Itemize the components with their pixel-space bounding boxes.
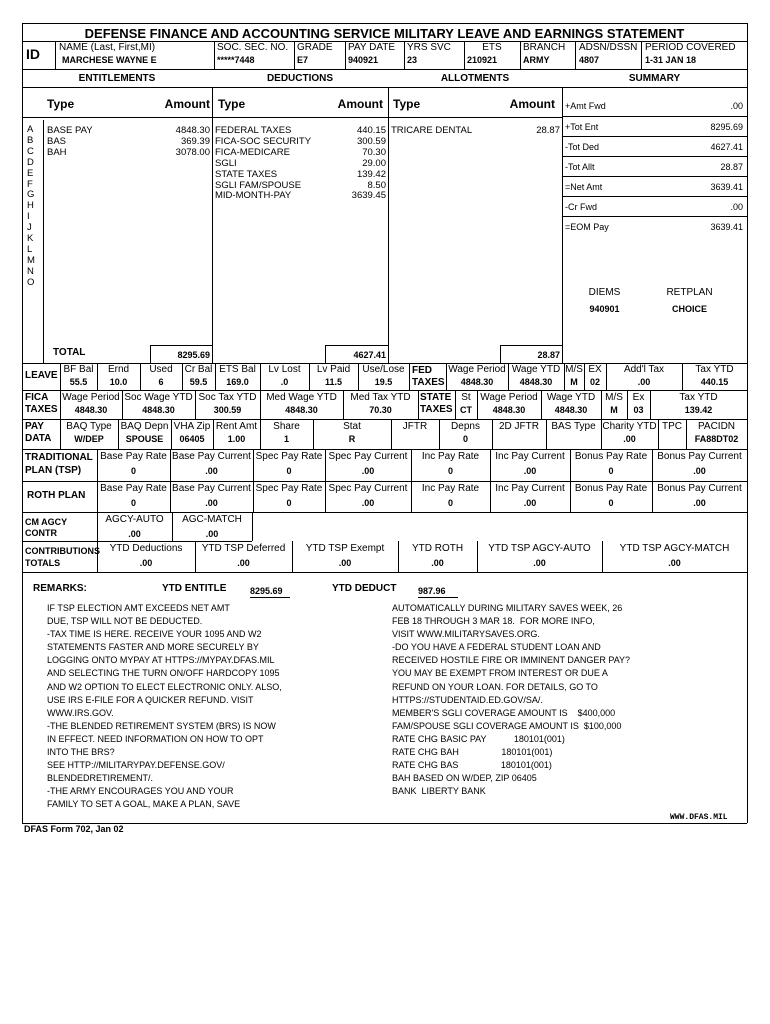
- fica-label-2: TAXES: [25, 404, 58, 415]
- ets-header: ETS: [482, 42, 502, 53]
- summary-label: +Tot Ent: [565, 122, 599, 132]
- summary-row: [562, 87, 747, 117]
- name-header: NAME (Last, First,MI): [59, 42, 156, 53]
- state-header-4: Ex: [632, 392, 645, 403]
- fica-header-3: Med Wage YTD: [266, 392, 337, 403]
- tsp-value-4: 0: [447, 466, 453, 476]
- roth-value-1: .00: [205, 498, 218, 508]
- summary-row: [562, 217, 747, 237]
- id-label: ID: [26, 46, 40, 62]
- roth-value-3: .00: [361, 498, 375, 508]
- total-label: TOTAL: [53, 347, 86, 358]
- summary-value: 3639.41: [710, 182, 743, 192]
- state-header-5: Tax YTD: [679, 392, 718, 403]
- paydata-header-7: Depns: [451, 421, 480, 432]
- deduction-amounts: 440.15 300.59 70.30 29.00 139.42 8.50 3639.45: [351, 125, 386, 202]
- period-header: PERIOD COVERED: [645, 42, 736, 53]
- contrib-value-2: .00: [338, 558, 352, 568]
- fed-value-2: M: [570, 377, 578, 387]
- entitlement-types: BASE PAY BAS BAH: [47, 125, 93, 158]
- grade-header: GRADE: [297, 42, 333, 53]
- remarks-left-text: IF TSP ELECTION AMT EXCEEDS NET AMT DUE, TSP WILL NOT BE DEDUCTED. -TAX TIME IS HERE. RECEIVE YOUR 1095 AND W2 STATEMENTS FASTER AND MORE SECURELY BY LOGGING ONTO MYPAY AT HTTPS://MYPAY.DFAS.MIL AND SELECTING THE TURN ON/OFF HARDCOPY 1095 AND W2 OPTION TO ELECT ELECTRONIC ONLY. ALSO, USE IRS E-FILE FOR A QUICKER REFUND. VISIT WWW.IRS.GOV. -THE BLENDED RETIREMENT SYSTEM (BRS) IS NOW IN EFFECT. NEED INFORMATION ON HOW TO OPT INTO THE BRS? SEE HTTP://MILITARYPAY.DEFENSE.GOV/ BLENDEDRETIREMENT/. -THE ARMY ENCOURAGES YOU AND YOUR FAMILY TO SET A GOAL, MAKE A PLAN, SAVE: [47, 603, 282, 810]
- roth-header-1: Base Pay Current: [172, 483, 251, 494]
- roth-header-2: Spec Pay Rate: [255, 483, 323, 494]
- contrib-header-1: YTD TSP Deferred: [201, 543, 286, 554]
- fed-value-4: .00: [637, 377, 651, 387]
- fica-header-2: Soc Tax YTD: [198, 392, 257, 403]
- state-value-5: 139.42: [684, 405, 713, 415]
- contrib-label-2: TOTALS: [25, 558, 61, 568]
- ssn-header: SOC. SEC. NO.: [217, 42, 289, 53]
- state-header-3: M/S: [605, 392, 623, 403]
- paydata-header-4: Share: [273, 421, 300, 432]
- paydata-header-1: BAQ Depn: [120, 421, 169, 432]
- fed-header-4: Add'l Tax: [623, 364, 665, 375]
- paydata-label-2: DATA: [25, 433, 52, 444]
- allt-type-header: Type: [393, 97, 421, 111]
- tsp-label-1: TRADITIONAL: [25, 452, 93, 463]
- row-letters: A B C D E F G H I J K L M N O: [27, 124, 35, 288]
- contrib-header-3: YTD ROTH: [411, 543, 464, 554]
- leave-header-1: Ernd: [107, 364, 130, 375]
- agcy-auto-value: .00: [128, 529, 141, 539]
- state-label-2: TAXES: [420, 404, 453, 415]
- fica-value-1: 4848.30: [142, 405, 175, 415]
- roth-value-2: 0: [286, 498, 292, 508]
- state-header-2: Wage YTD: [546, 392, 596, 403]
- roth-value-5: .00: [523, 498, 537, 508]
- ytd-entitle-label: YTD ENTITLE: [162, 583, 227, 594]
- ets-value: 210921: [467, 55, 498, 65]
- retplan-value: CHOICE: [671, 304, 707, 314]
- tsp-header-4: Inc Pay Rate: [421, 451, 480, 462]
- allt-amount-header: Amount: [509, 97, 555, 111]
- summary-row: [562, 137, 747, 157]
- paydata-value-12: FA88DT02: [694, 434, 739, 444]
- leave-header-2: Used: [149, 364, 173, 375]
- paydata-header-6: JFTR: [402, 421, 428, 432]
- allotment-amounts: 28.87: [536, 125, 560, 136]
- branch-header: BRANCH: [523, 42, 566, 53]
- summary-value: 4627.41: [710, 142, 743, 152]
- state-value-0: CT: [460, 405, 472, 415]
- leave-label: LEAVE: [25, 370, 58, 381]
- paydata-header-8: 2D JFTR: [499, 421, 539, 432]
- paydata-value-0: W/DEP: [74, 434, 104, 444]
- paydata-header-0: BAQ Type: [66, 421, 112, 432]
- summary-label: -Cr Fwd: [565, 202, 597, 212]
- paydata-value-10: .00: [623, 434, 636, 444]
- contrib-value-0: .00: [139, 558, 153, 568]
- tsp-header-1: Base Pay Current: [172, 451, 251, 462]
- leave-header-0: BF Bal: [63, 364, 94, 375]
- leave-value-4: 169.0: [226, 377, 249, 387]
- tsp-value-5: .00: [523, 466, 537, 476]
- summary-label: =Net Amt: [565, 182, 603, 192]
- summary-value: 3639.41: [710, 222, 743, 232]
- paydata-value-4: 1: [283, 434, 289, 444]
- allotments-total: 28.87: [537, 350, 560, 360]
- fed-value-5: 440.15: [700, 377, 729, 387]
- state-value-1: 4848.30: [492, 405, 526, 415]
- contrib-header-2: YTD TSP Exempt: [305, 543, 385, 554]
- fed-value-0: 4848.30: [460, 377, 494, 387]
- entitlements-total: 8295.69: [177, 350, 210, 360]
- pay-date-value: 940921: [348, 55, 379, 65]
- paydata-header-2: VHA Zip: [173, 421, 211, 432]
- paydata-header-3: Rent Amt: [215, 421, 258, 432]
- tsp-header-3: Spec Pay Current: [328, 451, 408, 462]
- fed-label-1: FED: [412, 365, 432, 376]
- ded-amount-header: Amount: [337, 97, 383, 111]
- ytd-deduct-value: 987.96: [418, 587, 458, 598]
- allotments-header: ALLOTMENTS: [440, 73, 510, 84]
- state-header-0: St: [461, 392, 471, 403]
- leave-value-7: 19.5: [374, 377, 393, 387]
- summary-label: +Amt Fwd: [565, 101, 606, 111]
- statement-title: DEFENSE FINANCE AND ACCOUNTING SERVICE MILITARY LEAVE AND EARNINGS STATEMENT: [84, 26, 685, 41]
- tsp-header-2: Spec Pay Rate: [255, 451, 323, 462]
- website-text: WWW.DFAS.MIL: [670, 813, 728, 822]
- contrib-value-1: .00: [237, 558, 250, 568]
- allotment-types: TRICARE DENTAL: [391, 125, 473, 136]
- tsp-header-5: Inc Pay Current: [495, 451, 565, 462]
- roth-header-0: Base Pay Rate: [100, 483, 167, 494]
- paydata-header-9: BAS Type: [551, 421, 596, 432]
- state-value-3: M: [610, 405, 618, 415]
- fica-value-0: 4848.30: [74, 405, 108, 415]
- summary-row: [562, 117, 747, 137]
- entitlement-amounts: 4848.30 369.39 3078.00: [175, 125, 210, 158]
- summary-row: [562, 177, 747, 197]
- agc-match-header: AGC-MATCH: [182, 514, 242, 525]
- tsp-value-0: 0: [130, 466, 136, 476]
- grade-value: E7: [297, 55, 309, 65]
- name-value: MARCHESE WAYNE E: [62, 55, 157, 65]
- fica-value-2: 300.59: [213, 405, 242, 415]
- fed-header-1: Wage YTD: [511, 364, 561, 375]
- roth-header-6: Bonus Pay Rate: [574, 483, 648, 494]
- diems-label: DIEMS: [588, 287, 621, 298]
- leave-value-5: .0: [280, 377, 289, 387]
- contrib-label-1: CONTRIBUTIONS: [25, 546, 100, 556]
- tsp-header-7: Bonus Pay Current: [657, 451, 742, 462]
- ent-amount-header: Amount: [164, 97, 210, 111]
- agcy-auto-header: AGCY-AUTO: [105, 514, 164, 525]
- state-label-1: STATE: [420, 392, 452, 403]
- state-value-4: 03: [633, 405, 644, 415]
- cmagcy-label-1: CM AGCY: [25, 517, 68, 527]
- roth-header-3: Spec Pay Current: [328, 483, 408, 494]
- tsp-header-0: Base Pay Rate: [100, 451, 167, 462]
- remarks-label: REMARKS:: [33, 583, 87, 594]
- yrs-svc-value: 23: [407, 55, 418, 65]
- contrib-value-5: .00: [668, 558, 681, 568]
- summary-value: .00: [730, 101, 743, 111]
- contrib-header-0: YTD Deductions: [109, 543, 183, 554]
- fica-header-4: Med Tax YTD: [350, 392, 411, 403]
- leave-value-1: 10.0: [109, 377, 128, 387]
- adsn-header: ADSN/DSSN: [579, 42, 638, 53]
- contrib-value-3: .00: [431, 558, 444, 568]
- cmagcy-label-2: CONTR: [25, 528, 57, 538]
- tsp-value-3: .00: [361, 466, 375, 476]
- summary-value: 28.87: [720, 162, 743, 172]
- fica-header-1: Soc Wage YTD: [124, 392, 193, 403]
- agc-match-value: .00: [205, 529, 219, 539]
- deductions-header: DEDUCTIONS: [266, 73, 334, 84]
- roth-value-4: 0: [447, 498, 453, 508]
- state-value-2: 4848.30: [554, 405, 588, 415]
- period-value: 1-31 JAN 18: [645, 55, 697, 65]
- tsp-value-2: 0: [286, 466, 292, 476]
- roth-header-7: Bonus Pay Current: [657, 483, 742, 494]
- summary-label: -Tot Ded: [565, 142, 600, 152]
- summary-value: 8295.69: [710, 122, 743, 132]
- fed-value-1: 4848.30: [519, 377, 553, 387]
- paydata-value-2: 06405: [179, 434, 205, 444]
- paydata-header-10: Charity YTD: [602, 421, 657, 432]
- contrib-value-4: .00: [533, 558, 546, 568]
- fica-label-1: FICA: [25, 392, 49, 403]
- fed-value-3: 02: [589, 377, 600, 387]
- roth-label: ROTH PLAN: [27, 490, 86, 501]
- form-number: DFAS Form 702, Jan 02: [24, 824, 124, 834]
- fed-header-3: EX: [588, 364, 602, 375]
- fica-header-0: Wage Period: [62, 392, 120, 403]
- leave-header-5: Lv Lost: [268, 364, 301, 375]
- roth-header-4: Inc Pay Rate: [421, 483, 480, 494]
- tsp-value-7: .00: [693, 466, 706, 476]
- summary-value: .00: [730, 202, 743, 212]
- roth-value-0: 0: [130, 498, 136, 508]
- fica-value-4: 70.30: [369, 405, 392, 415]
- leave-header-3: Cr Bal: [184, 364, 213, 375]
- leave-value-3: 59.5: [189, 377, 208, 387]
- fed-header-0: Wage Period: [448, 364, 506, 375]
- paydata-header-11: TPC: [662, 421, 682, 432]
- deduction-types: FEDERAL TAXES FICA-SOC SECURITY FICA-MEDICARE SGLI STATE TAXES SGLI FAM/SPOUSE MID-MONTH-PAY: [215, 125, 312, 202]
- summary-row: [562, 157, 747, 177]
- paydata-value-5: R: [348, 434, 356, 444]
- paydata-header-12: PACIDN: [697, 421, 736, 432]
- roth-header-5: Inc Pay Current: [495, 483, 565, 494]
- leave-header-4: ETS Bal: [219, 364, 256, 375]
- contrib-header-4: YTD TSP AGCY-AUTO: [488, 543, 591, 554]
- summary-header: SUMMARY: [628, 73, 681, 84]
- fed-header-5: Tax YTD: [695, 364, 734, 375]
- branch-value: ARMY: [523, 55, 550, 65]
- leave-value-6: 11.5: [324, 377, 343, 387]
- leave-value-0: 55.5: [69, 377, 88, 387]
- ytd-deduct-label: YTD DEDUCT: [332, 583, 397, 594]
- pay-date-header: PAY DATE: [348, 42, 396, 53]
- fed-label-2: TAXES: [412, 377, 445, 388]
- remarks-right-text: AUTOMATICALLY DURING MILITARY SAVES WEEK, 26 FEB 18 THROUGH 3 MAR 18. FOR MORE INFO, VISIT WWW.MILITARYSAVES.ORG. -DO YOU HAVE A FEDERAL STUDENT LOAN AND RECEIVED HOSTILE FIRE OR IMMINENT DANGER PAY? YOU MAY BE EXEMPT FROM INTEREST OR DUE A REFUND ON YOUR LOAN. FOR DETAILS, GO TO HTTPS://STUDENTAID.ED.GOV/SA/. MEMBER'S SGLI COVERAGE AMOUNT IS $400,000 FAM/SPOUSE SGLI COVERAGE AMOUNT IS $100,000 RATE CHG BASIC PAY 180101(001) RATE CHG BAH 180101(001) RATE CHG BAS 180101(001) BAH BASED ON W/DEP, ZIP 06405 BANK LIBERTY BANK: [392, 603, 631, 797]
- summary-label: =EOM Pay: [565, 222, 609, 232]
- tsp-label-2: PLAN (TSP): [25, 465, 82, 476]
- leave-header-7: Use/Lose: [362, 364, 405, 375]
- contrib-header-5: YTD TSP AGCY-MATCH: [619, 543, 730, 554]
- paydata-header-5: Stat: [343, 421, 361, 432]
- leave-value-2: 6: [158, 377, 164, 387]
- deductions-total: 4627.41: [353, 350, 386, 360]
- adsn-value: 4807: [579, 55, 600, 65]
- tsp-value-1: .00: [205, 466, 218, 476]
- roth-value-7: .00: [693, 498, 706, 508]
- entitlements-header: ENTITLEMENTS: [78, 73, 156, 84]
- roth-value-6: 0: [608, 498, 614, 508]
- diems-value: 940901: [589, 304, 620, 314]
- paydata-value-3: 1.00: [227, 434, 246, 444]
- ded-type-header: Type: [218, 97, 246, 111]
- leave-header-6: Lv Paid: [316, 364, 351, 375]
- fed-header-2: M/S: [565, 364, 583, 375]
- summary-label: -Tot Allt: [565, 162, 595, 172]
- ent-type-header: Type: [47, 97, 75, 111]
- paydata-value-1: SPOUSE: [125, 434, 164, 444]
- tsp-value-6: 0: [608, 466, 614, 476]
- paydata-label-1: PAY: [25, 421, 44, 432]
- summary-row: [562, 197, 747, 217]
- state-header-1: Wage Period: [480, 392, 538, 403]
- ssn-value: *****7448: [217, 55, 255, 65]
- retplan-label: RETPLAN: [666, 287, 713, 298]
- ytd-entitle-value: 8295.69: [250, 587, 290, 598]
- yrs-svc-header: YRS SVC: [407, 42, 451, 53]
- tsp-header-6: Bonus Pay Rate: [574, 451, 648, 462]
- paydata-value-7: 0: [462, 434, 468, 444]
- fica-value-3: 4848.30: [285, 405, 318, 415]
